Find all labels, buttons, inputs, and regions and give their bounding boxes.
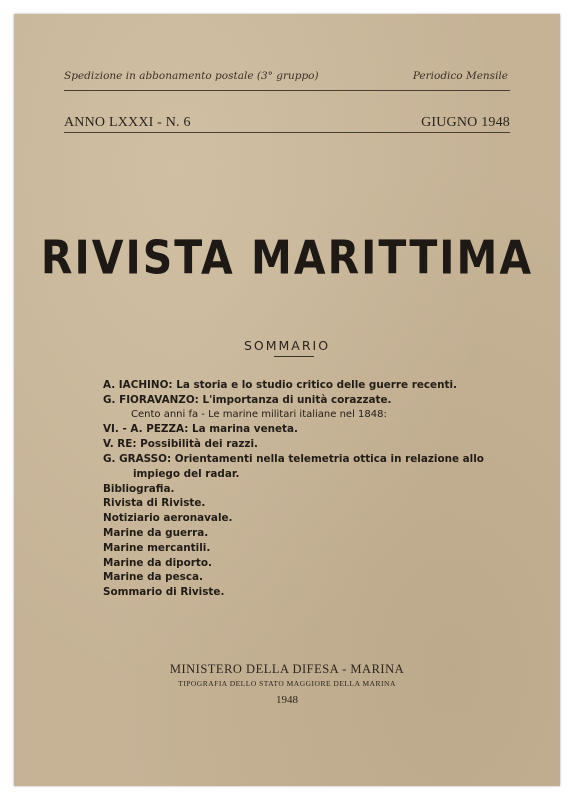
header-rule	[64, 90, 510, 91]
toc-section: Sommario di Riviste.	[103, 586, 225, 599]
contents-rule	[274, 356, 314, 357]
toc-section: Marine mercantili.	[103, 541, 211, 554]
toc-author: G. FIORAVANZO:	[103, 393, 199, 406]
postal-notice: Spedizione in abbonamento postale (3° gruppo)	[64, 70, 319, 82]
publisher: MINISTERO DELLA DIFESA - MARINA	[169, 662, 405, 676]
toc-title: Orientamenti nella telemetria ottica in relazione allo	[171, 452, 484, 465]
toc-section: Notiziario aeronavale.	[103, 512, 233, 525]
toc-author: G. GRASSO:	[103, 452, 172, 465]
contents-heading: SOMMARIO	[243, 338, 331, 353]
magazine-cover	[14, 14, 560, 786]
toc-title-continuation: impiego del radar.	[133, 467, 240, 480]
toc-author: A. IACHINO:	[103, 379, 173, 391]
issue-volume: ANNO LXXXI - N. 6	[64, 115, 191, 130]
toc-author: V. RE:	[103, 438, 137, 451]
toc-author: VI. - A. PEZZA:	[103, 423, 189, 436]
toc-entry	[103, 393, 503, 408]
toc-section: Marine da pesca.	[103, 571, 203, 584]
table-of-contents	[103, 378, 503, 600]
toc-subheading: Cento anni fa - Le marine militari italiane nel 1848:	[131, 408, 387, 420]
toc-title: La marina veneta.	[188, 423, 298, 436]
toc-entry	[103, 437, 503, 452]
toc-title: Possibilità dei razzi.	[136, 438, 258, 451]
printer: TIPOGRAFIA DELLO STATO MAGGIORE DELLA MARINA	[178, 679, 396, 688]
toc-section: Marine da guerra.	[103, 526, 209, 539]
toc-title: La storia e lo studio critico delle guerre recenti.	[172, 379, 457, 391]
toc-entry	[103, 452, 503, 467]
periodicity: Periodico Mensile	[412, 70, 508, 82]
publication-year: 1948	[276, 694, 298, 706]
magazine-title: RIVISTA MARITTIMA	[40, 231, 534, 285]
toc-entry	[103, 378, 503, 393]
toc-entry	[103, 422, 503, 437]
issue-line	[64, 115, 510, 131]
toc-section: Bibliografia.	[103, 482, 175, 495]
issue-rule	[64, 132, 510, 133]
toc-section: Marine da diporto.	[103, 556, 212, 569]
toc-section: Rivista di Riviste.	[103, 497, 206, 510]
issue-date: GIUGNO 1948	[421, 115, 510, 130]
postal-header	[64, 70, 508, 82]
toc-title: L'importanza di unità corazzate.	[198, 393, 392, 406]
